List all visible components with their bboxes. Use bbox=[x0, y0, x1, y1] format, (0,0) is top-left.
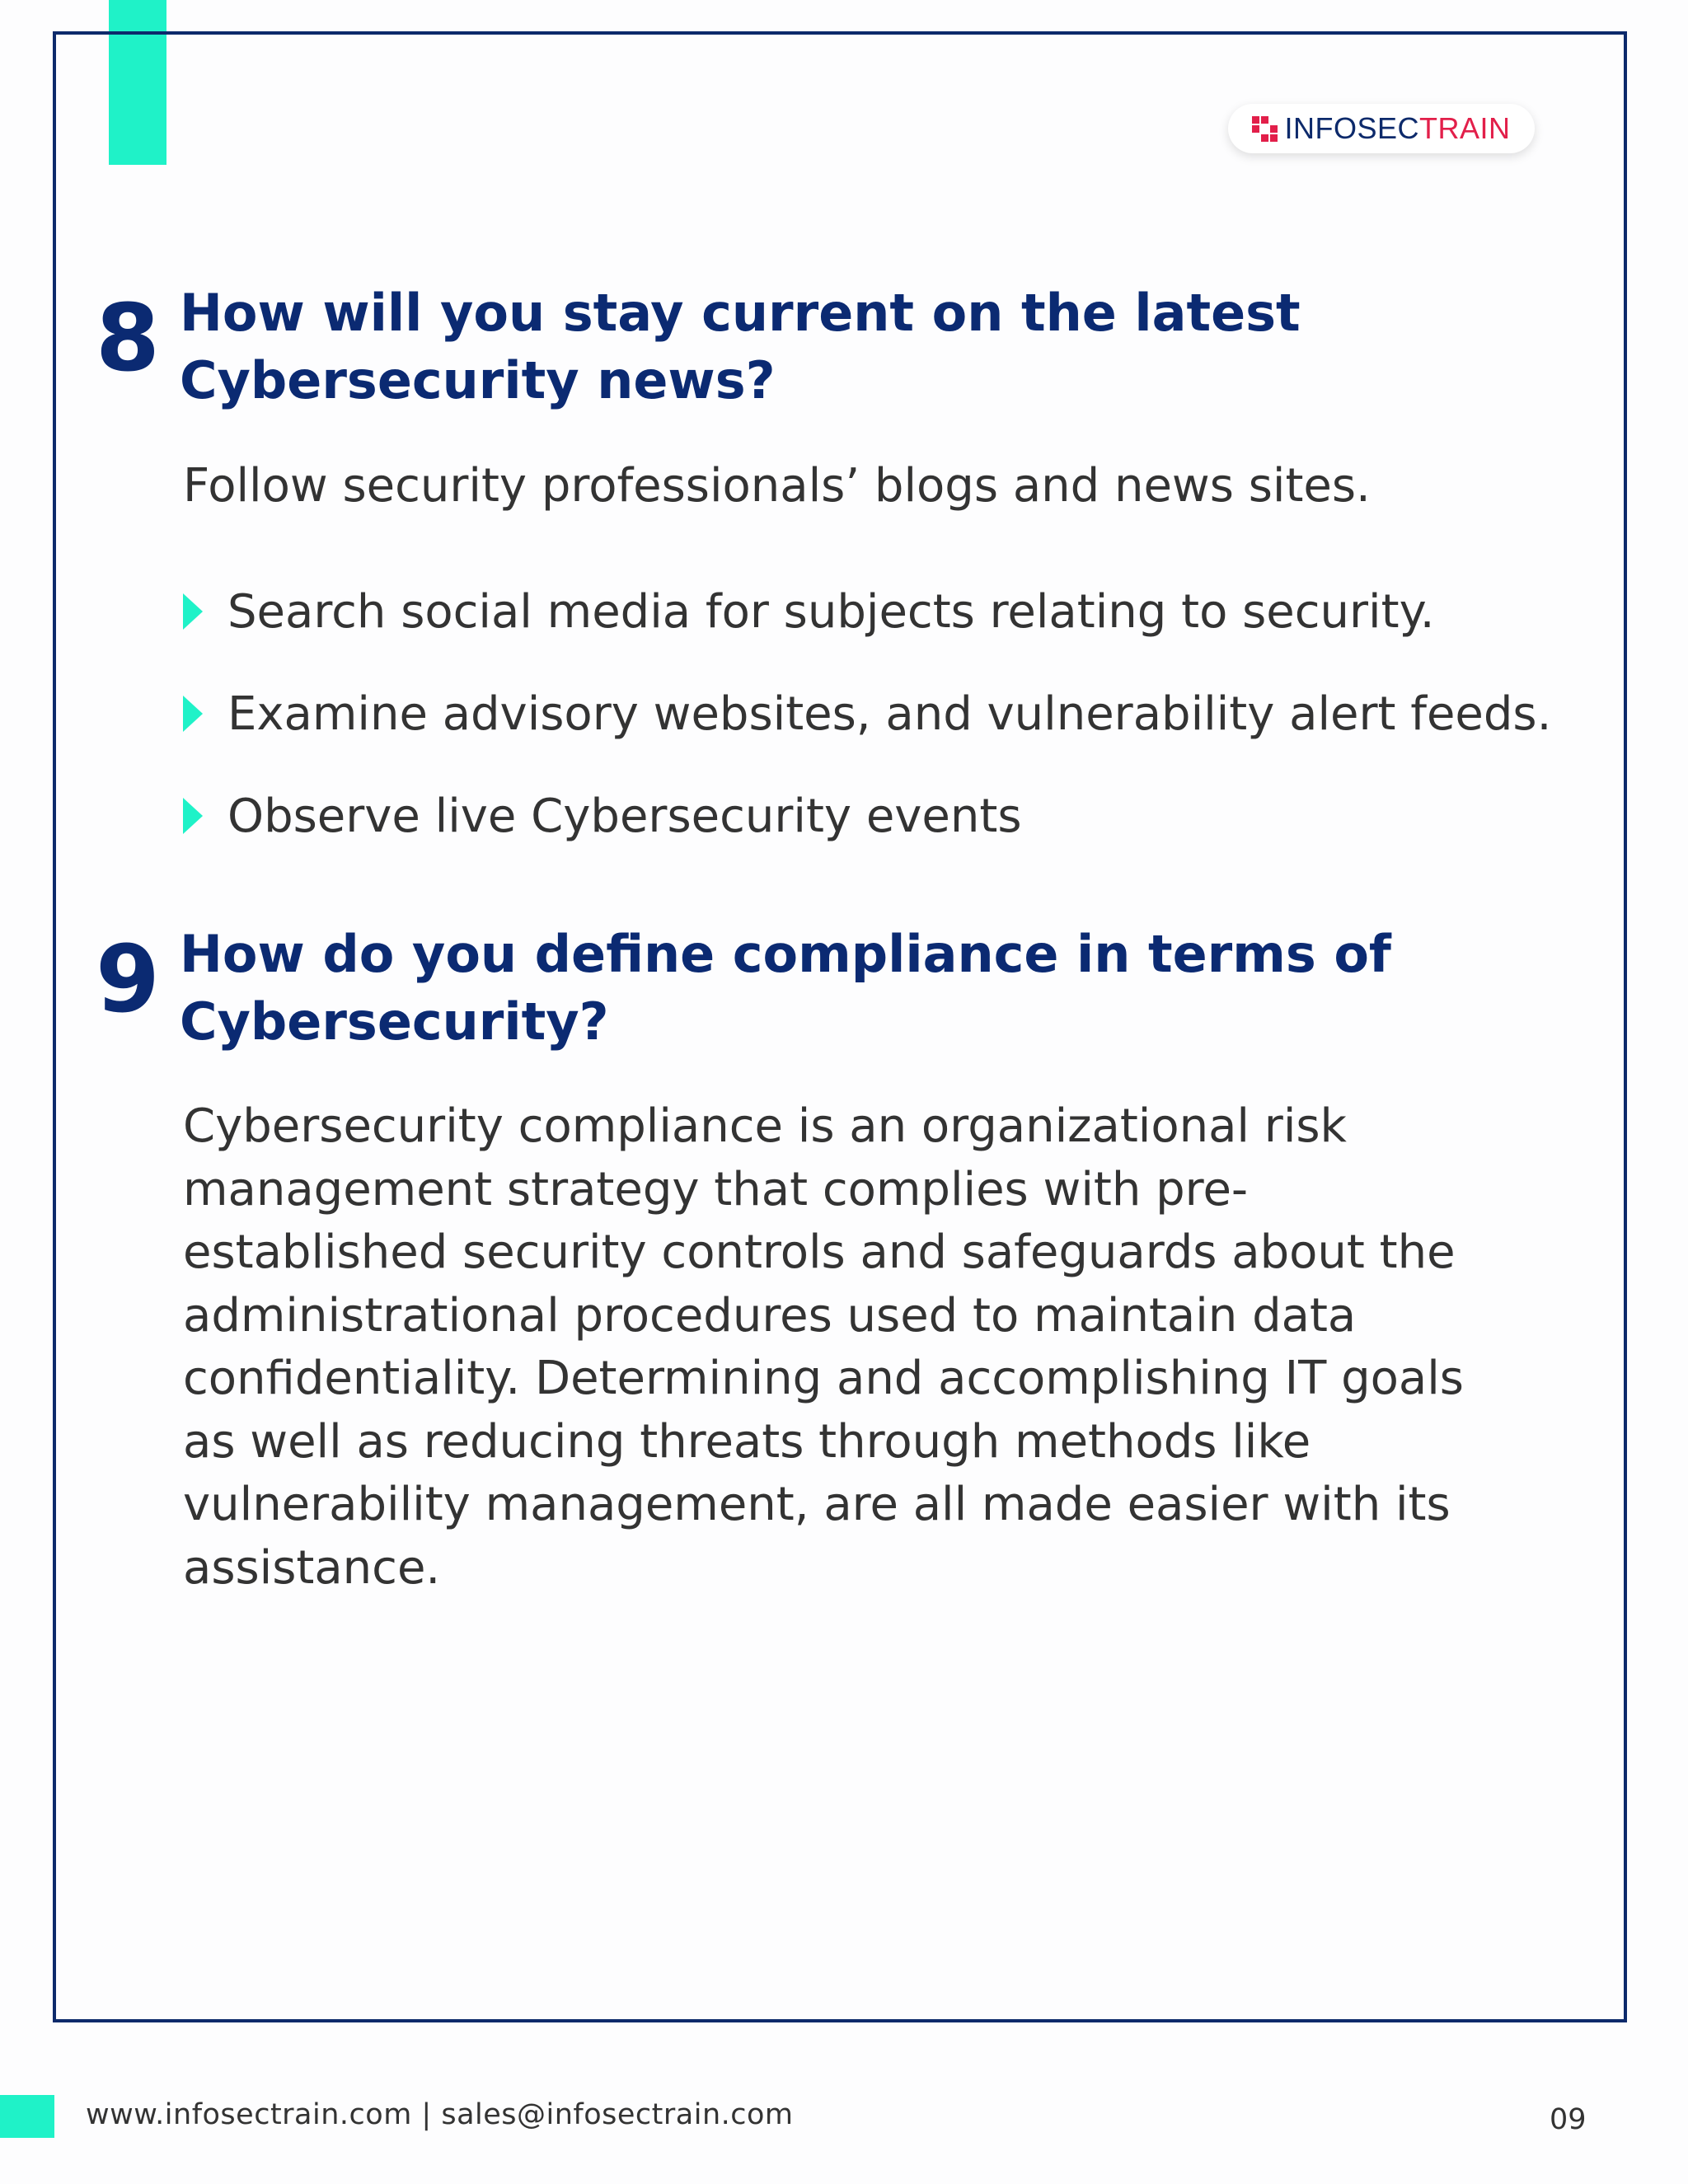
question-9-number: 9 bbox=[96, 926, 160, 1033]
footer-accent-square bbox=[0, 2095, 54, 2138]
question-8-number: 8 bbox=[96, 285, 160, 392]
logo-text: INFOSECTRAIN bbox=[1284, 111, 1511, 145]
list-item: Examine advisory websites, and vulnerability alert feeds. bbox=[183, 663, 1551, 765]
logo-mark-icon bbox=[1252, 116, 1278, 142]
page-number: 09 bbox=[1550, 2103, 1587, 2136]
footer-contact: www.infosectrain.com | sales@infosectrain.com bbox=[86, 2098, 794, 2131]
list-item: Observe live Cybersecurity events bbox=[183, 765, 1551, 867]
bullet-triangle-icon bbox=[183, 798, 203, 834]
bullet-triangle-icon bbox=[183, 696, 203, 732]
question-8-intro: Follow security professionals’ blogs and news sites. bbox=[183, 459, 1371, 513]
question-8-bullet-list bbox=[183, 560, 1551, 867]
list-item: Search social media for subjects relating to security. bbox=[183, 560, 1551, 663]
question-9-title: How do you define compliance in terms of Cybersecurity? bbox=[180, 924, 1391, 1052]
question-8-title: How will you stay current on the latest Cybersecurity news? bbox=[180, 283, 1301, 410]
question-9-answer: Cybersecurity compliance is an organizational risk management strategy that complies with pre- established security controls and safeguards about the administrational procedures used to maintain data confidentiality. Determining and accomplishing IT goals as well as reducing threats through methods like vulnerability management, are all made easier with its assistance. bbox=[183, 1099, 1464, 1595]
infosectrain-logo bbox=[1228, 104, 1535, 153]
bullet-triangle-icon bbox=[183, 593, 203, 630]
